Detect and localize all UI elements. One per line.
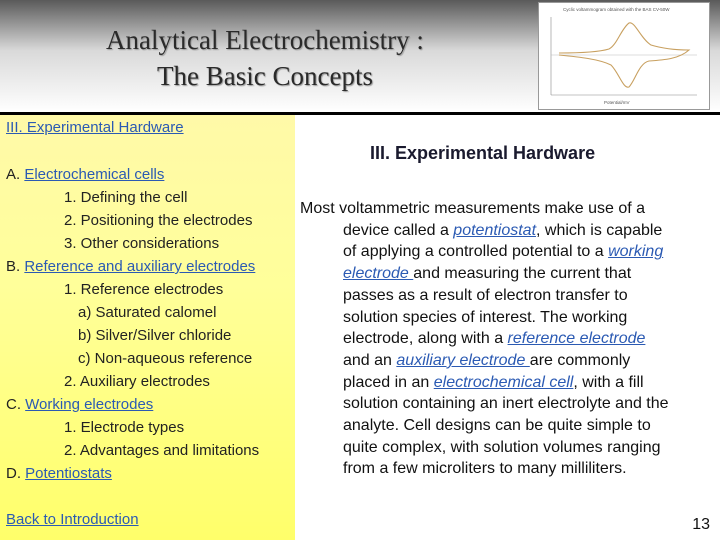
nav-subitem: a) Saturated calomel bbox=[78, 304, 217, 321]
para-line: and an auxiliary electrode are commonly bbox=[343, 351, 631, 369]
outline-nav bbox=[0, 115, 295, 540]
cyclic-voltammogram-image bbox=[538, 2, 710, 110]
para-line: electrode and measuring the current that bbox=[343, 265, 632, 283]
para-line: Most voltammetric measurements make use of a bbox=[300, 200, 646, 217]
title-line-1: Analytical Electrochemistry : bbox=[106, 25, 424, 55]
nav-subitem: 1. Defining the cell bbox=[64, 189, 188, 206]
reference-electrode-link[interactable]: reference electrode bbox=[507, 330, 646, 348]
back-to-introduction-link[interactable]: Back to Introduction bbox=[6, 511, 139, 528]
nav-item-prefix: D. bbox=[6, 465, 26, 482]
nav-subitem: 3. Other considerations bbox=[64, 235, 220, 252]
nav-section-link[interactable]: III. Experimental Hardware bbox=[6, 119, 184, 136]
para-line: of applying a controlled potential to a working bbox=[343, 243, 664, 261]
potentiostat-link[interactable]: potentiostat bbox=[453, 221, 537, 239]
slide-title bbox=[30, 22, 500, 94]
content-heading: III. Experimental Hardware bbox=[370, 143, 596, 163]
plot-xlabel: Potential/mV bbox=[604, 100, 630, 105]
slide-header bbox=[0, 0, 720, 112]
auxiliary-electrode-link[interactable]: auxiliary electrode bbox=[396, 351, 530, 369]
plot-caption: Cyclic voltammogram obtained with the BAS CV-50W bbox=[563, 7, 670, 12]
nav-section-title bbox=[6, 119, 184, 137]
nav-item-d bbox=[6, 465, 112, 483]
para-line: device called a potentiostat, which is capable bbox=[343, 221, 663, 239]
nav-subitem: b) Silver/Silver chloride bbox=[78, 327, 232, 344]
para-line: analyte. Cell designs can be quite simple to bbox=[343, 417, 651, 435]
content-paragraph bbox=[300, 198, 710, 480]
nav-item-a bbox=[6, 166, 164, 184]
nav-link-reference-auxiliary[interactable]: Reference and auxiliary electrodes bbox=[24, 258, 256, 275]
page-number: 13 bbox=[692, 516, 710, 533]
para-line: quite complex, with solution volumes ranging bbox=[343, 438, 661, 456]
nav-item-prefix: C. bbox=[6, 396, 26, 413]
nav-subitem: 2. Positioning the electrodes bbox=[64, 212, 253, 229]
nav-subitem: c) Non-aqueous reference bbox=[78, 350, 253, 367]
electrochemical-cell-link[interactable]: electrochemical cell bbox=[433, 373, 574, 391]
nav-subitem: 1. Electrode types bbox=[64, 419, 185, 436]
para-line: electrode, along with a reference electrode bbox=[343, 330, 646, 348]
nav-subitem: 1. Reference electrodes bbox=[64, 281, 224, 298]
para-line: solution containing an inert electrolyte and the bbox=[343, 395, 669, 413]
para-line: passes as a result of electron transfer to bbox=[343, 286, 628, 304]
nav-link-potentiostats[interactable]: Potentiostats bbox=[25, 465, 112, 482]
para-line: solution species of interest. The working bbox=[343, 308, 628, 326]
para-line: from a few microliters to many milliliters. bbox=[343, 460, 627, 478]
working-electrode-link[interactable]: working bbox=[608, 243, 664, 261]
para-line: placed in an electrochemical cell, with a fill bbox=[343, 373, 644, 391]
working-electrode-link-cont[interactable]: electrode bbox=[343, 265, 414, 283]
nav-item-c bbox=[6, 396, 153, 414]
nav-item-b bbox=[6, 258, 255, 276]
title-line-2: The Basic Concepts bbox=[157, 61, 373, 91]
nav-subitem: 2. Auxiliary electrodes bbox=[64, 373, 210, 390]
nav-item-prefix: A. bbox=[6, 166, 25, 183]
nav-link-electrochemical-cells[interactable]: Electrochemical cells bbox=[24, 166, 165, 183]
nav-item-prefix: B. bbox=[6, 258, 25, 275]
nav-back bbox=[6, 511, 139, 529]
nav-subitem: 2. Advantages and limitations bbox=[64, 442, 260, 459]
nav-link-working-electrodes[interactable]: Working electrodes bbox=[25, 396, 154, 413]
